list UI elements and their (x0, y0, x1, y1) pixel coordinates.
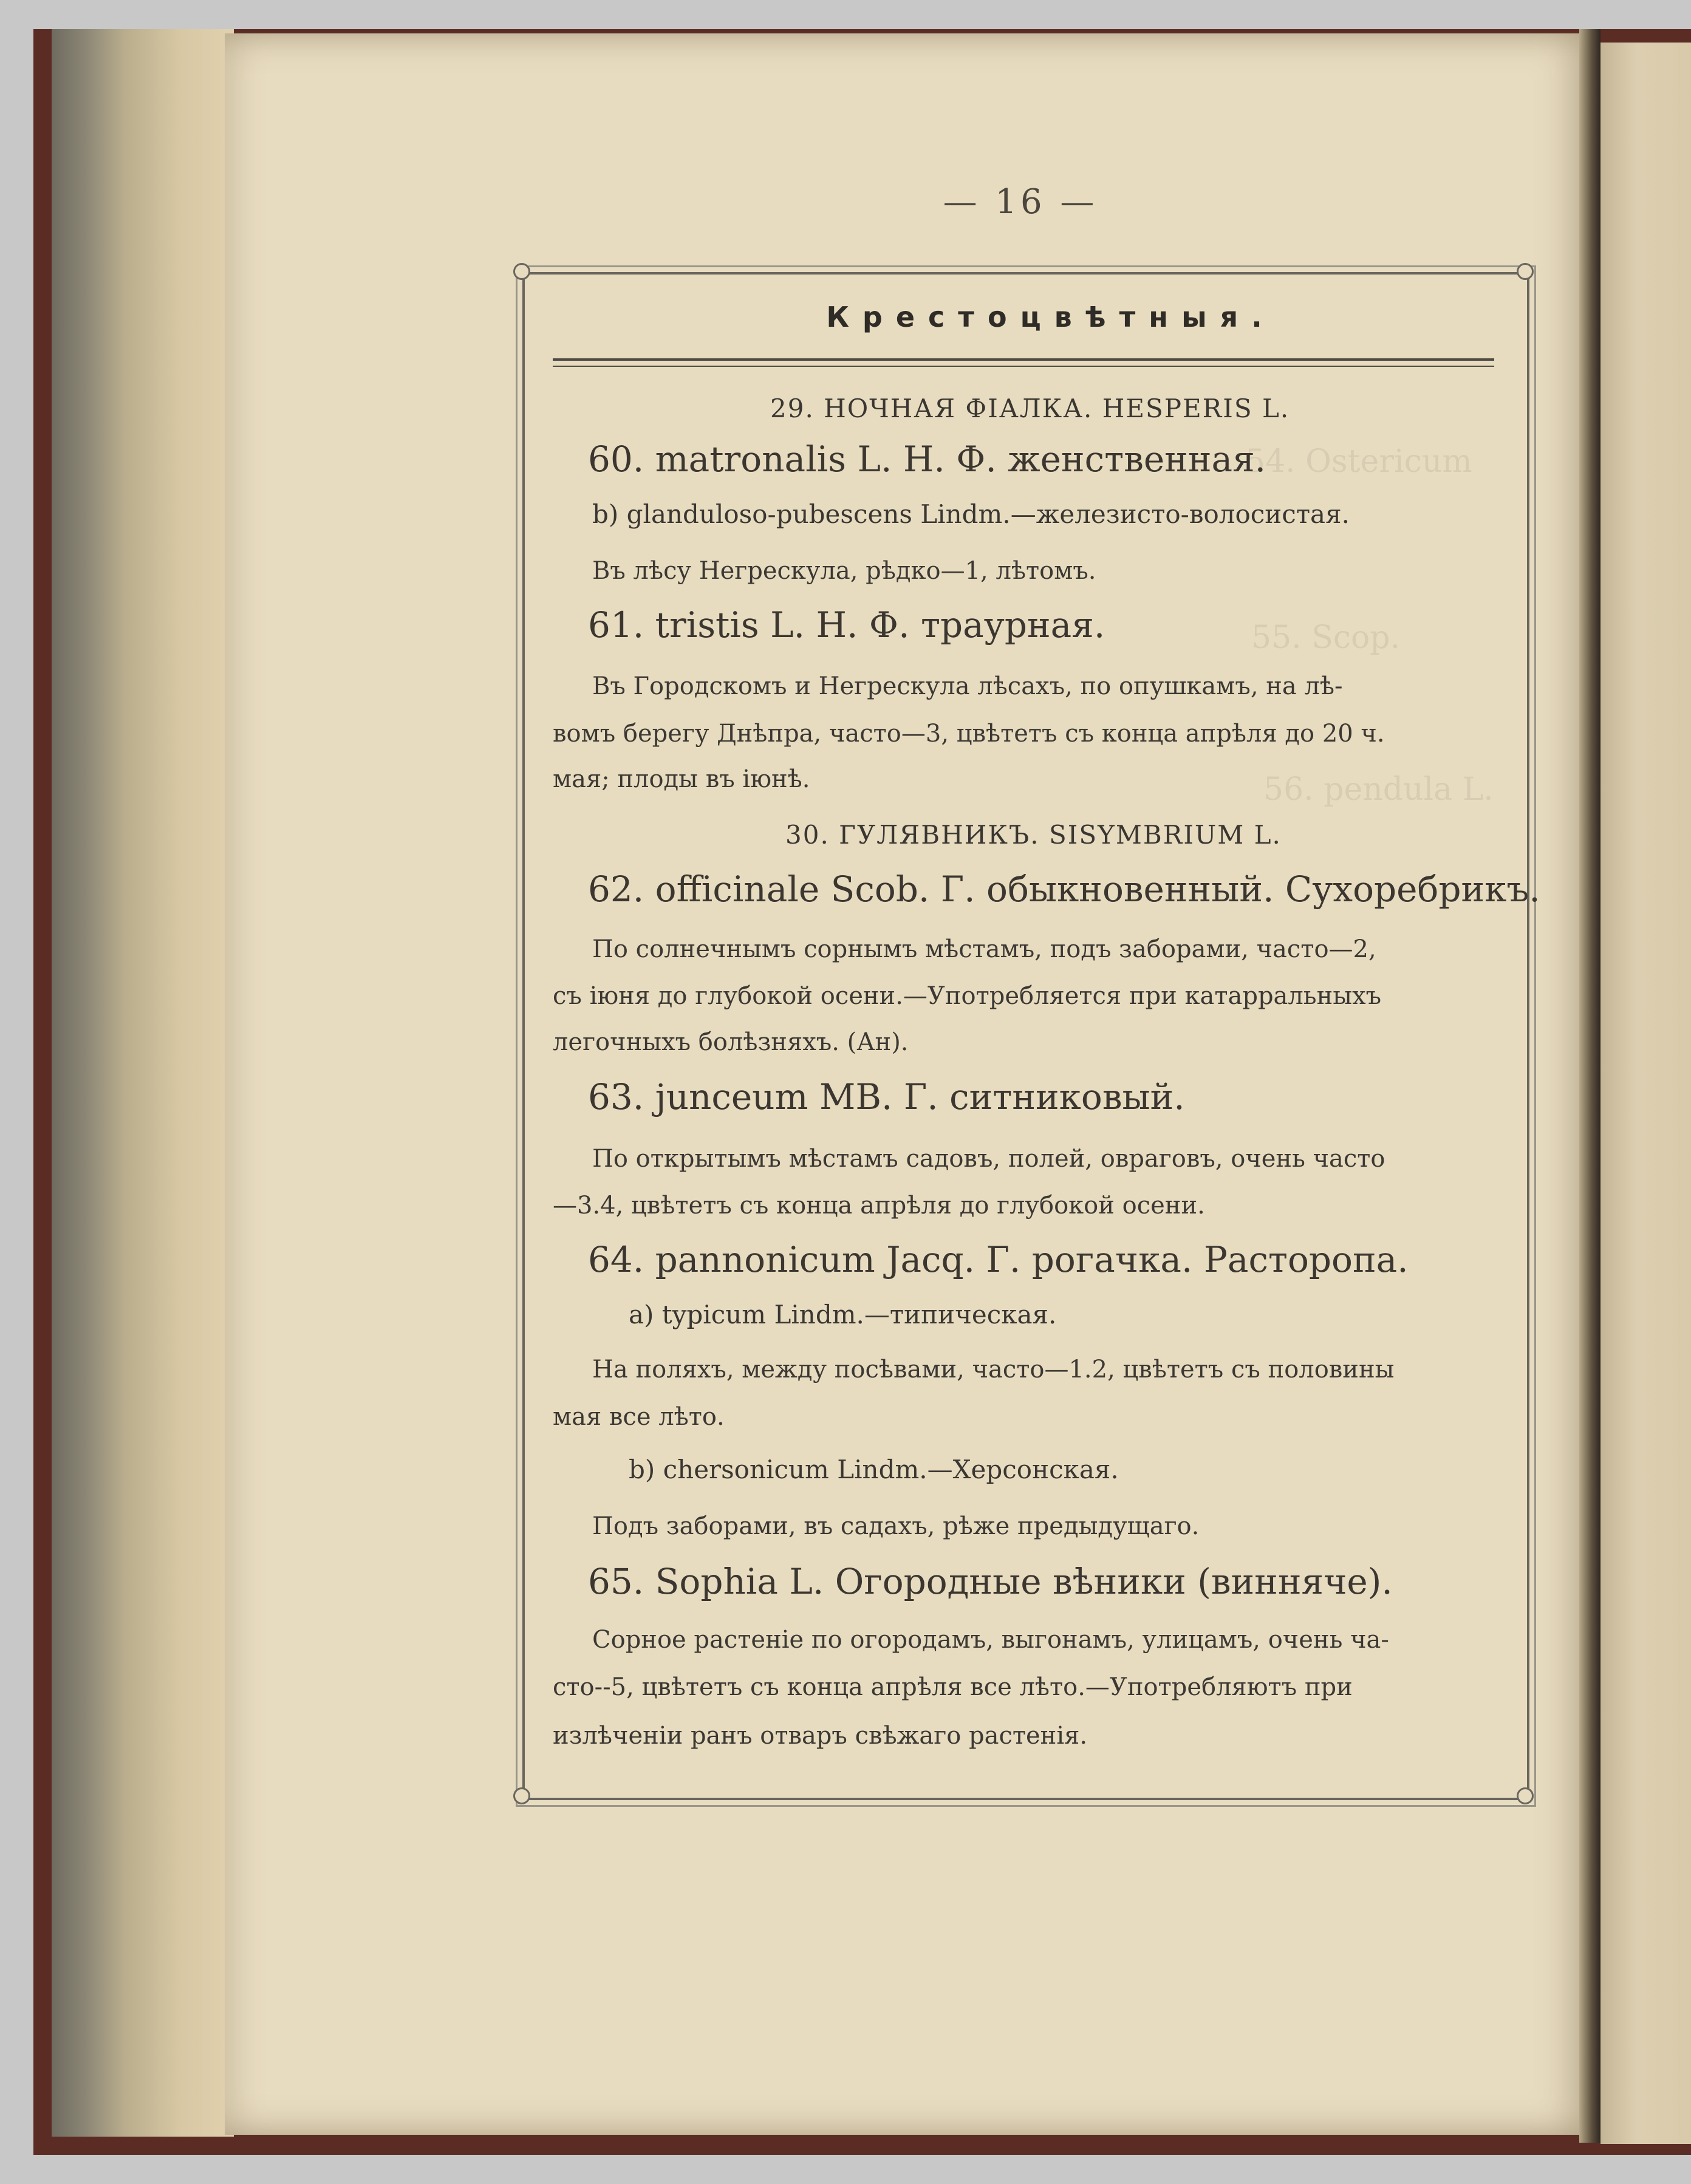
description-62-line-2: съ іюня до глубокой осени.—Употребляется при катарральныхъ (553, 982, 1382, 1010)
description-64-a-line-1: На поляхъ, между посѣвами, часто—1.2, цвѣтетъ съ половины (592, 1356, 1395, 1384)
title-rule-thick (553, 358, 1494, 361)
species-heading-64: 64. pannonicum Jacq. Г. рогачка. Расторопа. (588, 1239, 1409, 1280)
description-60-b: Въ лѣсу Негрескула, рѣдко—1, лѣтомъ. (592, 557, 1096, 585)
description-64-a-line-2: мая все лѣто. (553, 1403, 725, 1431)
description-62-line-3: легочныхъ болѣзняхъ. (Ан). (553, 1028, 909, 1056)
description-63-line-2: —3.4, цвѣтетъ съ конца апрѣля до глубокой осени. (553, 1192, 1205, 1220)
variety-64-a: a) typicum Lindm.—типическая. (629, 1300, 1057, 1329)
page-number: — 16 — (943, 182, 1098, 222)
show-through-text: 55. Scop. (1251, 619, 1401, 656)
title-rule-thin (553, 366, 1494, 367)
description-61-line-2: вомъ берегу Днѣпра, часто—3, цвѣтетъ съ конца апрѣля до 20 ч. (553, 720, 1385, 748)
show-through-text: 54. Ostericum (1245, 443, 1472, 480)
show-through-text: 56. pendula L. (1263, 771, 1494, 808)
species-heading-63: 63. junceum MB. Г. ситниковый. (588, 1076, 1185, 1118)
description-62-line-1: По солнечнымъ сорнымъ мѣстамъ, подъ заборами, часто—2, (592, 935, 1376, 963)
next-page-edge (1600, 43, 1691, 2144)
species-heading-61: 61. tristis L. Н. Ф. траурная. (588, 604, 1105, 646)
description-61-line-3: мая; плоды въ іюнѣ. (553, 765, 810, 793)
genus-heading-29: 29. НОЧНАЯ ФІАЛКА. HESPERIS L. (770, 394, 1290, 423)
page-edges (52, 29, 234, 2137)
genus-heading-30: 30. ГУЛЯВНИКЪ. SISYMBRIUM L. (785, 820, 1282, 850)
variety-60-b: b) glanduloso-pubescens Lindm.—железисто-волосистая. (592, 499, 1350, 529)
section-title: Крестоцвѣтныя. (826, 301, 1276, 333)
description-61-line-1: Въ Городскомъ и Негрескула лѣсахъ, по опушкамъ, на лѣ- (592, 672, 1343, 700)
description-65-line-2: сто--5, цвѣтетъ съ конца апрѣля все лѣто.—Употребляютъ при (553, 1673, 1353, 1701)
description-63-line-1: По открытымъ мѣстамъ садовъ, полей, овраговъ, очень часто (592, 1145, 1385, 1173)
frame-corner-ornament (1517, 263, 1534, 280)
species-heading-60: 60. matronalis L. Н. Ф. женственная. (588, 439, 1266, 480)
description-64-b: Подъ заборами, въ садахъ, рѣже предыдущаго. (592, 1512, 1200, 1540)
variety-64-b: b) chersonicum Lindm.—Херсонская. (629, 1455, 1119, 1484)
frame-corner-ornament (1517, 1787, 1534, 1804)
description-65-line-3: излѣченіи ранъ отваръ свѣжаго растенія. (553, 1722, 1088, 1750)
book-gutter (1579, 29, 1600, 2143)
frame-corner-ornament (513, 1787, 530, 1804)
description-65-line-1: Сорное растеніе по огородамъ, выгонамъ, улицамъ, очень ча- (592, 1626, 1389, 1654)
species-heading-62: 62. officinale Scob. Г. обыкновенный. Сухоребрикъ. (588, 868, 1540, 910)
frame-corner-ornament (513, 263, 530, 280)
species-heading-65: 65. Sophia L. Огородные вѣники (винняче). (588, 1561, 1393, 1602)
